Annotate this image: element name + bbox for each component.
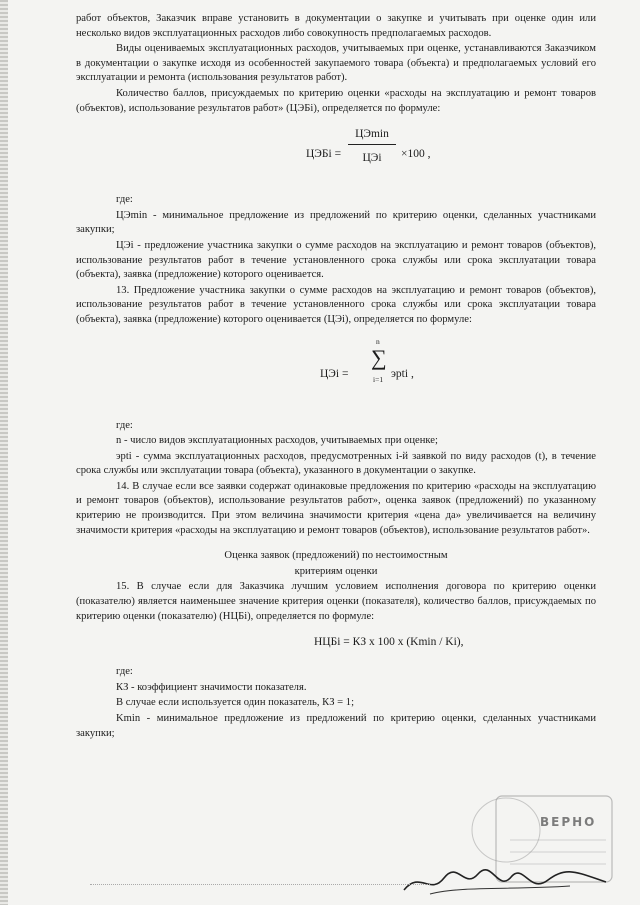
formula-lhs: ЦЭБi = xyxy=(306,148,342,161)
stamp-text: ВЕРНО xyxy=(540,815,597,829)
formula-term: эрti , xyxy=(391,367,414,380)
definition: ЦЭi - предложение участника закупки о сумме расходов на эксплуатацию и ремонт товаров (объектов), использование результатов работ в течение установленного срока службы или срока эксплуатации товара (объекта), заявка (предложение) которого оценивается. xyxy=(76,239,596,281)
formula-tail: ×100 , xyxy=(401,148,431,161)
formula-cei xyxy=(76,329,596,419)
definition: Kmin - минимальное предложение из предложений по критерию оценки, сделанных участниками закупки; xyxy=(76,713,596,739)
formula-cebi xyxy=(76,117,596,193)
sum-upper-limit: n xyxy=(376,336,380,346)
formula-expression: НЦБi = КЗ х 100 х (Kmin / Ki), xyxy=(314,636,464,649)
paragraph: работ объектов, Заказчик вправе установить в документации о закупке и учитывать при оценке один или несколько видов эксплуатационных расходов либо совокупность предполагаемых расходов. xyxy=(76,13,596,39)
formula-numerator: ЦЭmin xyxy=(348,127,396,145)
section-heading: критериям оценки xyxy=(294,565,378,577)
formula-ncbi xyxy=(76,625,596,665)
sum-sign: ∑ xyxy=(371,344,387,370)
paragraph: 14. В случае если все заявки содержат одинаковые предложения по критерию «расходы на эксплуатацию и ремонт товаров (объектов), использование результатов работ», оценка заявок (предложений) по указанному критерию не производится. При этом величина значимости критерия «цена да» увеличивается на величину значимости критерия «расходы на эксплуатацию и ремонт товаров (объектов), использование результатов работ». xyxy=(76,480,596,536)
paragraph: Количество баллов, присуждаемых по критерию оценки «расходы на эксплуатацию и ремонт товаров (объектов), использование результатов работ» (ЦЭБi), определяется по формуле: xyxy=(76,87,596,114)
bottom-dotted-line xyxy=(90,884,430,885)
handwritten-signature xyxy=(400,860,610,900)
definition: КЗ - коэффициент значимости показателя. xyxy=(116,681,307,693)
where-label: где: xyxy=(116,666,133,678)
definition: n - число видов эксплуатационных расходов, учитываемых при оценке; xyxy=(116,435,438,447)
sum-lower-limit: i=1 xyxy=(373,374,384,384)
definition: эрti - сумма эксплуатационных расходов, предусмотренных i-й заявкой по виду расходов (t), в течение срока службы или эксплуатации товара (объекта), указанного в документации о закупке. xyxy=(76,450,596,477)
formula-lhs: ЦЭi = xyxy=(320,367,349,380)
where-label: где: xyxy=(116,194,133,206)
formula-fraction xyxy=(348,127,396,165)
definition: ЦЭmin - минимальное предложение из предложений по критерию оценки, сделанных участниками закупки; xyxy=(76,209,596,236)
paragraph: 13. Предложение участника закупки о сумме расходов на эксплуатацию и ремонт товаров (объектов), использование результатов работ в течение установленного срока службы или срока эксплуатации товара (объекта), заявка (предложение) которого оценивается (ЦЭi), определяется по формуле: xyxy=(76,284,596,325)
definition: В случае если используется один показатель, КЗ = 1; xyxy=(116,697,355,709)
paragraph: 15. В случае если для Заказчика лучшим условием исполнения договора по критерию оценки (показателю) является наименьшее значение критерия оценки (показателя), количество баллов, присуждаемых по критерию оценки (показателю) (НЦБi), определяется по формуле: xyxy=(76,581,596,622)
paragraph: Виды оцениваемых эксплуатационных расходов, учитываемых при оценке, устанавливаются Заказчиком в документации о закупке исходя из особенностей закупаемого товара (объекта) и предполагаемых условий его эксплуатации и ремонта (использования результатов работ). xyxy=(76,43,596,84)
formula-denominator: ЦЭi xyxy=(362,151,382,164)
section-heading: Оценка заявок (предложений) по нестоимостным xyxy=(224,550,448,562)
where-label: где: xyxy=(116,419,133,431)
